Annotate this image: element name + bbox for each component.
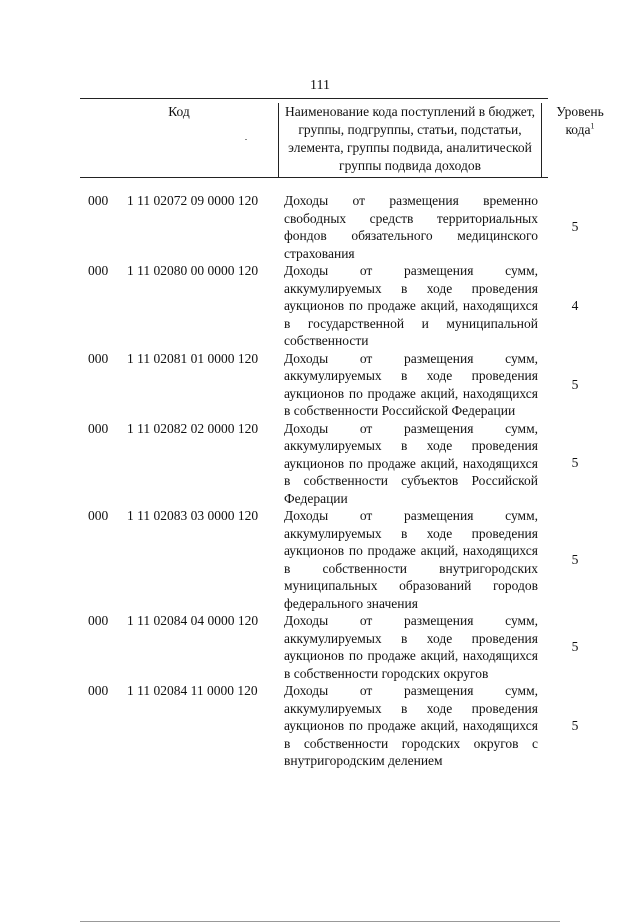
header-code: Код <box>168 104 190 119</box>
header-name: Наименование кода поступлений в бюджет, группы, подгруппы, статьи, подстатьи, элемента, группы подвида, аналитической группы подвида доходов <box>278 103 542 177</box>
revenue-name: Доходы от размещения сумм, аккумулируемых в ходе проведения аукционов по продаже акций, находящихся в собственности субъектов Российской Федерации <box>284 420 538 506</box>
code-level: 4 <box>571 297 579 313</box>
code-level: 5 <box>571 219 579 234</box>
table-row <box>0 192 640 262</box>
code-level: 5 <box>571 717 579 733</box>
header-level-label: Уровень кода <box>556 104 604 137</box>
admin-code: 000 <box>88 508 109 523</box>
table-row <box>0 612 640 682</box>
revenue-code: 1 11 02083 03 0000 120 <box>127 508 259 523</box>
admin-code: 000 <box>88 193 109 208</box>
admin-code: 000 <box>88 263 109 278</box>
admin-code: 000 <box>88 613 109 628</box>
revenue-code: 1 11 02080 00 0000 120 <box>127 263 259 278</box>
revenue-name: Доходы от размещения сумм, аккумулируемых в ходе проведения аукционов по продаже акций, находящихся в собственности городских округов с внутригородским делением <box>284 683 538 768</box>
table-row <box>0 682 640 770</box>
revenue-code: 1 11 02084 11 0000 120 <box>127 683 258 698</box>
header-level <box>542 103 618 139</box>
table-row <box>0 350 640 420</box>
code-level: 5 <box>571 455 579 471</box>
revenue-name: Доходы от размещения сумм, аккумулируемых в ходе проведения аукционов по продаже акций, находящихся в собственности городских округов <box>284 613 538 681</box>
page-number: 111 <box>310 78 330 93</box>
header-level-footnote: 1 <box>590 121 595 131</box>
table-row <box>0 420 640 508</box>
table-row <box>0 507 640 612</box>
revenue-name: Доходы от размещения временно свободных средств территориальных фондов обязательного медицинского страхования <box>284 193 538 261</box>
scan-speck <box>245 139 247 140</box>
revenue-code: 1 11 02084 04 0000 120 <box>127 613 259 628</box>
admin-code: 000 <box>88 683 109 698</box>
revenue-name: Доходы от размещения сумм, аккумулируемых в ходе проведения аукционов по продаже акций, находящихся в государственной и муниципальной собственности <box>284 263 538 348</box>
table-row <box>0 262 640 350</box>
revenue-code: 1 11 02082 02 0000 120 <box>127 420 259 436</box>
table-header <box>80 98 604 178</box>
code-level: 5 <box>571 376 579 392</box>
revenue-code: 1 11 02081 01 0000 120 <box>127 350 259 366</box>
revenue-name: Доходы от размещения сумм, аккумулируемых в ходе проведения аукционов по продаже акций, находящихся в собственности внутригородских муниципальных образований городов федерального значения <box>284 508 538 611</box>
admin-code: 000 <box>88 420 109 436</box>
code-level: 5 <box>571 639 579 654</box>
code-level: 5 <box>571 551 579 567</box>
revenue-code: 1 11 02072 09 0000 120 <box>127 193 259 208</box>
admin-code: 000 <box>88 350 109 366</box>
table-body <box>0 192 640 770</box>
revenue-name: Доходы от размещения сумм, аккумулируемых в ходе проведения аукционов по продаже акций, находящихся в собственности Российской Федерации <box>284 350 538 418</box>
